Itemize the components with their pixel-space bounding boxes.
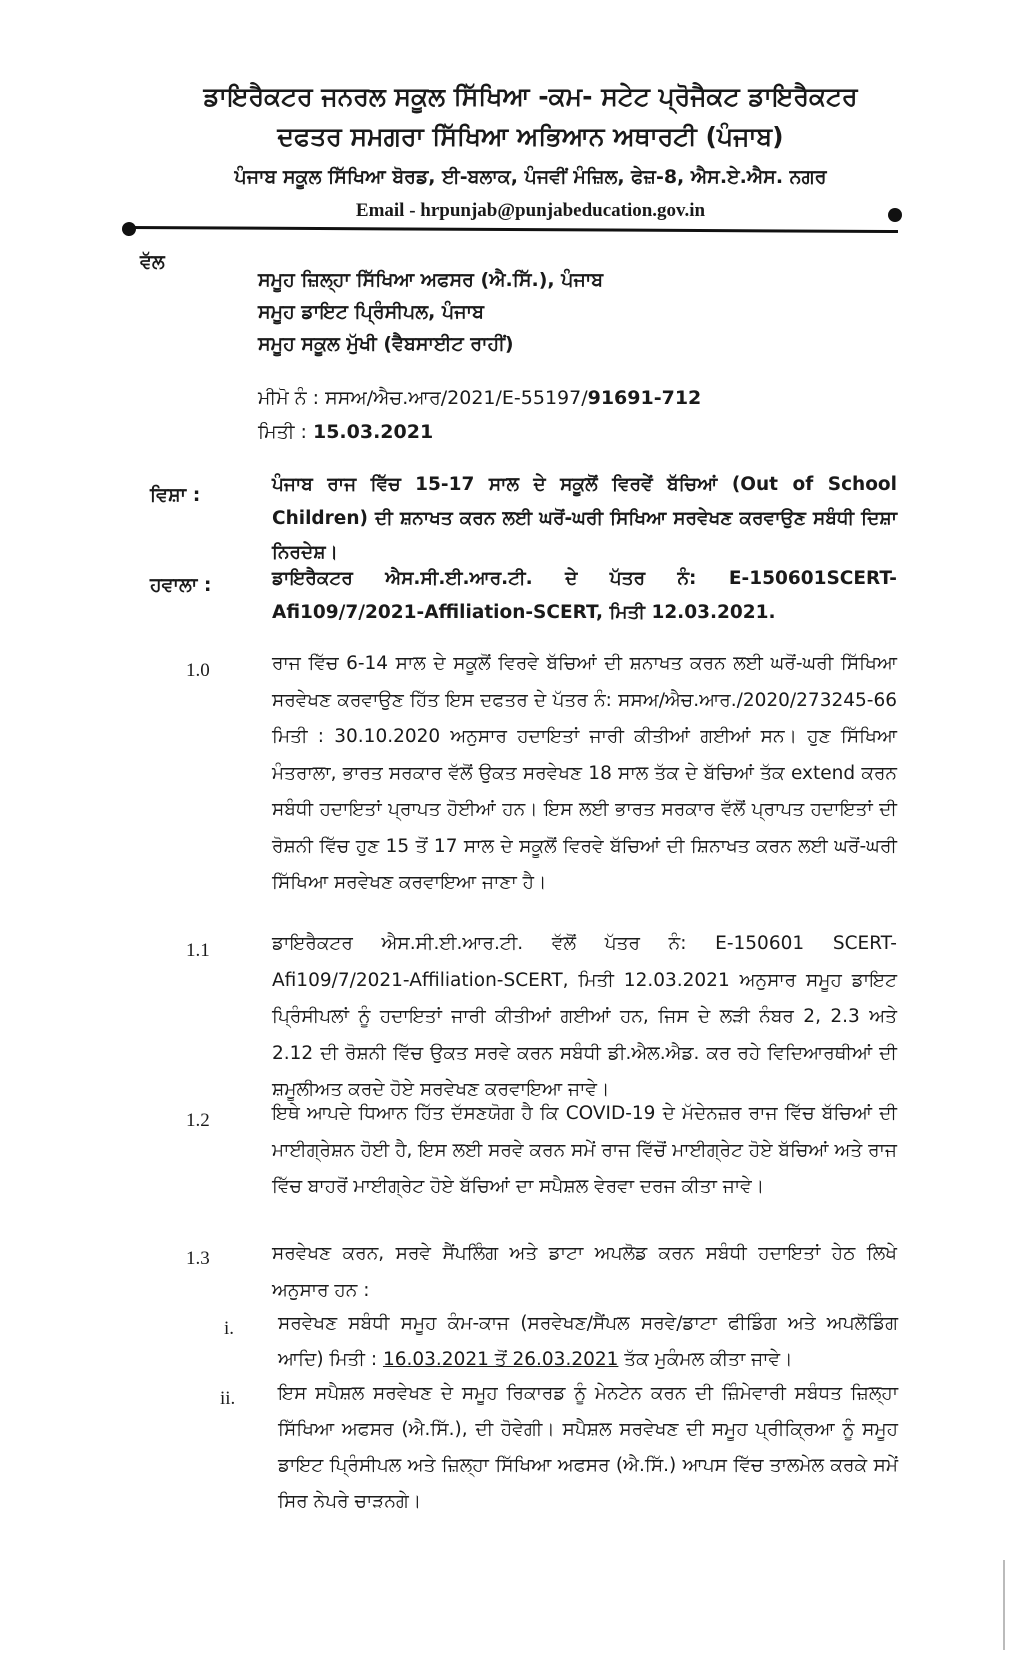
scan-edge-shadow (1003, 1560, 1005, 1650)
addressee-line: ਸਮੂਹ ਡਾਇਟ ਪ੍ਰਿੰਸੀਪਲ, ਪੰਜਾਬ (258, 301, 484, 323)
subpoint-i (278, 1306, 898, 1378)
header-divider (128, 226, 898, 233)
divider-dot-left (122, 222, 136, 236)
header-address: ਪੰਜਾਬ ਸਕੂਲ ਸਿੱਖਿਆ ਬੋਰਡ, ਈ-ਬਲਾਕ, ਪੰਜਵੀਂ ਮੰਜ਼ਿਲ, ਫੇਜ਼-8, ਐਸ.ਏ.ਐਸ. ਨਗਰ (234, 166, 827, 188)
subpoint-i-dates: 16.03.2021 ਤੋਂ 26.03.2021 (382, 1349, 619, 1370)
paragraph-1-2: ਇਥੇ ਆਪਦੇ ਧਿਆਨ ਹਿੱਤ ਦੱਸਣਯੋਗ ਹੈ ਕਿ COVID-19 ਦੇ ਮੱਦੇਨਜ਼ਰ ਰਾਜ ਵਿੱਚ ਬੱਚਿਆਂ ਦੀ ਮਾਈਗ੍ਰੇਸ਼ਨ ਹੋਈ ਹੈ, ਇਸ ਲਈ ਸਰਵੇ ਕਰਨ ਸਮੇਂ ਰਾਜ ਵਿੱਚੋਂ ਮਾਈਗ੍ਰੇਟ ਹੋਏ ਬੱਚਿਆਂ ਅਤੇ ਰਾਜ ਵਿੱਚ ਬਾਹਰੋਂ ਮਾਈਗ੍ਰੇਟ ਹੋਏ ਬੱਚਿਆਂ ਦਾ ਸਪੈਸ਼ਲ ਵੇਰਵਾ ਦਰਜ ਕੀਤਾ ਜਾਵੇ। (272, 1103, 897, 1197)
subject-label: ਵਿਸ਼ਾ : (150, 484, 201, 506)
subpoint-i-text: ਸਰਵੇਖਣ ਸਬੰਧੀ ਸਮੂਹ ਕੰਮ-ਕਾਜ (ਸਰਵੇਖਣ/ਸੈਂਪਲ ਸਰਵੇ/ਡਾਟਾ ਫੀਡਿੰਗ ਅਤੇ ਅਪਲੋਡਿੰਗ ਆਦਿ) ਮਿਤੀ : (278, 1313, 898, 1370)
subpoint-i-tail: ਤੱਕ ਮੁਕੰਮਲ ਕੀਤਾ ਜਾਵੇ। (618, 1349, 793, 1370)
para-number: 1.3 (186, 1248, 210, 1269)
memo-number-range: 91691-712 (587, 387, 702, 409)
subpoint-ii: ਇਸ ਸਪੈਸ਼ਲ ਸਰਵੇਖਣ ਦੇ ਸਮੂਹ ਰਿਕਾਰਡ ਨੂੰ ਮੇਨਟੇਨ ਕਰਨ ਦੀ ਜ਼ਿੰਮੇਵਾਰੀ ਸਬੰਧਤ ਜ਼ਿਲ੍ਹਾ ਸਿੱਖਿਆ ਅਫਸਰ (ਐ.ਸਿੱ.), ਦੀ ਹੋਵੇਗੀ। ਸਪੈਸ਼ਲ ਸਰਵੇਖਣ ਦੀ ਸਮੂਹ ਪ੍ਰੀਕ੍ਰਿਆ ਨੂੰ ਸਮੂਹ ਡਾਇਟ ਪ੍ਰਿੰਸੀਪਲ ਅਤੇ ਜ਼ਿਲ੍ਹਾ ਸਿੱਖਿਆ ਅਫਸਰ (ਐ.ਸਿੱ.) ਆਪਸ ਵਿੱਚ ਤਾਲਮੇਲ ਕਰਕੇ ਸਮੇਂ ਸਿਰ ਨੇਪਰੇ ਚਾੜਨਗੇ। (278, 1383, 898, 1512)
memo-date (258, 414, 433, 450)
addressee-line: ਸਮੂਹ ਸਕੂਲ ਮੁੱਖੀ (ਵੈਬਸਾਈਟ ਰਾਹੀਂ) (258, 333, 514, 355)
para-number: 1.2 (186, 1110, 210, 1131)
reference-text: ਡਾਇਰੈਕਟਰ ਐਸ.ਸੀ.ਈ.ਆਰ.ਟੀ. ਦੇ ਪੱਤਰ ਨੰ: E-150601SCERT-Afi109/7/2021-Affiliation-SCERT, ਮਿਤੀ 12.03.2021. (272, 568, 897, 623)
header-email: Email - hrpunjab@punjabeducation.gov.in (355, 200, 706, 221)
to-label: ਵੱਲ (140, 251, 165, 273)
paragraph-1-1: ਡਾਇਰੈਕਟਰ ਐਸ.ਸੀ.ਈ.ਆਰ.ਟੀ. ਵੱਲੋਂ ਪੱਤਰ ਨੰ: E-150601 SCERT-Afi109/7/2021-Affiliation-SCERT, ਮਿਤੀ 12.03.2021 ਅਨੁਸਾਰ ਸਮੂਹ ਡਾਇਟ ਪ੍ਰਿੰਸੀਪਲਾਂ ਨੂੰ ਹਦਾਇਤਾਂ ਜਾਰੀ ਕੀਤੀਆਂ ਗਈਆਂ ਹਨ, ਜਿਸ ਦੇ ਲੜੀ ਨੰਬਰ 2, 2.3 ਅਤੇ 2.12 ਦੀ ਰੋਸ਼ਨੀ ਵਿੱਚ ਉਕਤ ਸਰਵੇ ਕਰਨ ਸਬੰਧੀ ਡੀ.ਐਲ.ਐਡ. ਕਰ ਰਹੇ ਵਿਦਿਆਰਥੀਆਂ ਦੀ ਸ਼ਮੂਲੀਅਤ ਕਰਦੇ ਹੋਏ ਸਰਵੇਖਣ ਕਰਵਾਇਆ ਜਾਵੇ। (272, 933, 897, 1100)
subject-text: ਪੰਜਾਬ ਰਾਜ ਵਿੱਚ 15-17 ਸਾਲ ਦੇ ਸਕੂਲੋਂ ਵਿਰਵੇਂ ਬੱਚਿਆਂ (Out of School Children) ਦੀ ਸ਼ਨਾਖਤ ਕਰਨ ਲਈ ਘਰੋਂ-ਘਰੀ ਸਿਖਿਆ ਸਰਵੇਖਣ ਕਰਵਾਉਣ ਸਬੰਧੀ ਦਿਸ਼ਾ ਨਿਰਦੇਸ਼। (272, 474, 897, 563)
para-number: 1.1 (186, 940, 210, 961)
header-department: ਦਫਤਰ ਸਮਗਰਾ ਸਿੱਖਿਆ ਅਭਿਆਨ ਅਥਾਰਟੀ (ਪੰਜਾਬ) (277, 122, 784, 151)
memo-number (258, 380, 701, 416)
reference-label: ਹਵਾਲਾ : (150, 574, 212, 596)
subpoint-number: ii. (220, 1388, 236, 1409)
addressee-line: ਸਮੂਹ ਜ਼ਿਲ੍ਹਾ ਸਿੱਖਿਆ ਅਫਸਰ (ਐ.ਸਿੱ.), ਪੰਜਾਬ (258, 269, 604, 291)
memo-prefix: ਮੀਮੋ ਨੰ : ਸਸਅ/ਐਚ.ਆਰ/2021/E-55197/ (258, 387, 588, 409)
header-office-title: ਡਾਇਰੈਕਟਰ ਜਨਰਲ ਸਕੂਲ ਸਿੱਖਿਆ -ਕਮ- ਸਟੇਟ ਪ੍ਰੋਜੈਕਟ ਡਾਇਰੈਕਟਰ (203, 82, 858, 111)
paragraph-1-0: ਰਾਜ ਵਿੱਚ 6-14 ਸਾਲ ਦੇ ਸਕੂਲੋਂ ਵਿਰਵੇ ਬੱਚਿਆਂ ਦੀ ਸ਼ਨਾਖਤ ਕਰਨ ਲਈ ਘਰੋਂ-ਘਰੀ ਸਿੱਖਿਆ ਸਰਵੇਖਣ ਕਰਵਾਉਣ ਹਿੱਤ ਇਸ ਦਫਤਰ ਦੇ ਪੱਤਰ ਨੰ: ਸਸਅ/ਐਚ.ਆਰ./2020/273245-66 ਮਿਤੀ : 30.10.2020 ਅਨੁਸਾਰ ਹਦਾਇਤਾਂ ਜਾਰੀ ਕੀਤੀਆਂ ਗਈਆਂ ਸਨ। ਹੁਣ ਸਿੱਖਿਆ ਮੰਤਰਾਲਾ, ਭਾਰਤ ਸਰਕਾਰ ਵੱਲੋਂ ਉਕਤ ਸਰਵੇਖਣ 18 ਸਾਲ ਤੱਕ ਦੇ ਬੱਚਿਆਂ ਤੱਕ extend ਕਰਨ ਸਬੰਧੀ ਹਦਾਇਤਾਂ ਪ੍ਰਾਪਤ ਹੋਈਆਂ ਹਨ। ਇਸ ਲਈ ਭਾਰਤ ਸਰਕਾਰ ਵੱਲੋਂ ਪ੍ਰਾਪਤ ਹਦਾਇਤਾਂ ਦੀ ਰੋਸ਼ਨੀ ਵਿੱਚ ਹੁਣ 15 ਤੋਂ 17 ਸਾਲ ਦੇ ਸਕੂਲੋਂ ਵਿਰਵੇ ਬੱਚਿਆਂ ਦੀ ਸ਼ਿਨਾਖਤ ਕਰਨ ਲਈ ਘਰੋਂ-ਘਰੀ ਸਿੱਖਿਆ ਸਰਵੇਖਣ ਕਰਵਾਇਆ ਜਾਣਾ ਹੈ। (272, 653, 897, 893)
memo-date-value: 15.03.2021 (312, 421, 434, 443)
paragraph-1-3: ਸਰਵੇਖਣ ਕਰਨ, ਸਰਵੇ ਸੈਂਪਲਿੰਗ ਅਤੇ ਡਾਟਾ ਅਪਲੋਡ ਕਰਨ ਸਬੰਧੀ ਹਦਾਇਤਾਂ ਹੇਠ ਲਿਖੇ ਅਨੁਸਾਰ ਹਨ : (272, 1243, 897, 1301)
para-number: 1.0 (186, 660, 210, 681)
divider-dot-right (888, 208, 902, 222)
subpoint-number: i. (224, 1318, 235, 1339)
memo-date-label: ਮਿਤੀ : (258, 421, 313, 443)
